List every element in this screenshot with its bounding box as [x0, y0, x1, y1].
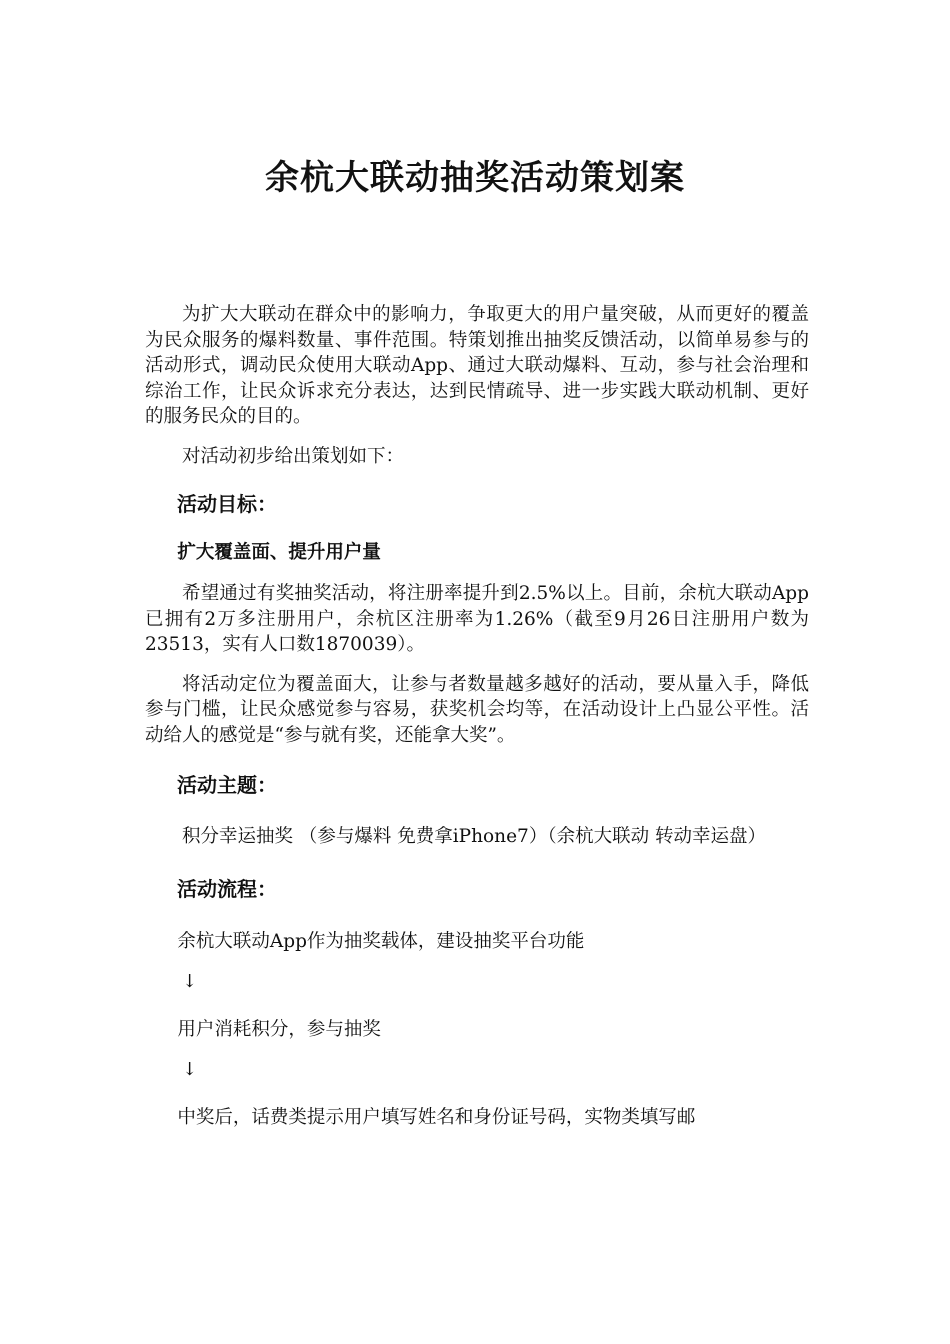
- section-theme-heading: 活动主题：: [177, 773, 277, 797]
- document-title: 余杭大联动抽奖活动策划案: [265, 158, 685, 198]
- document-body: [145, 302, 809, 1132]
- down-arrow-icon: ↓: [182, 970, 198, 992]
- flow-step-1: 余杭大联动App作为抽奖载体，建设抽奖平台功能: [177, 930, 585, 952]
- flow-step-2: 用户消耗积分，参与抽奖: [177, 1018, 381, 1040]
- section-goal-subheading: 扩大覆盖面、提升用户量: [177, 542, 381, 563]
- section-flow-heading: 活动流程：: [177, 876, 277, 901]
- section-goal-heading: 活动目标：: [177, 492, 277, 516]
- goal-paragraph-1: 希望通过有奖抽奖活动，将注册率提升到2.5%以上。目前，余杭大联动App已拥有2万多注册用户，余杭区注册率为1.26%（截至9月26日注册用户数为23513，实有人口数1870039）。: [145, 583, 809, 655]
- lead-paragraph: 对活动初步给出策划如下：: [182, 445, 405, 467]
- intro-paragraph: 为扩大大联动在群众中的影响力，争取更大的用户量突破，从而更好的覆盖为民众服务的爆料数量、事件范围。特策划推出抽奖反馈活动，以简单易参与的活动形式，调动民众使用大联动App、通过大联动爆料、互动，参与社会治理和综治工作，让民众诉求充分表达，达到民情疏导、进一步实践大联动机制、更好的服务民众的目的。: [145, 304, 809, 427]
- theme-paragraph: 积分幸运抽奖 （参与爆料 免费拿iPhone7）（余杭大联动 转动幸运盘）: [182, 826, 766, 847]
- down-arrow-icon: ↓: [182, 1058, 198, 1080]
- flow-step-3: 中奖后，话费类提示用户填写姓名和身份证号码，实物类填写邮: [177, 1106, 696, 1128]
- goal-paragraph-2: 将活动定位为覆盖面大，让参与者数量越多越好的活动，要从量入手，降低参与门槛，让民众感觉参与容易，获奖机会均等，在活动设计上凸显公平性。活动给人的感觉是“参与就有奖，还能拿大奖”。: [145, 673, 809, 746]
